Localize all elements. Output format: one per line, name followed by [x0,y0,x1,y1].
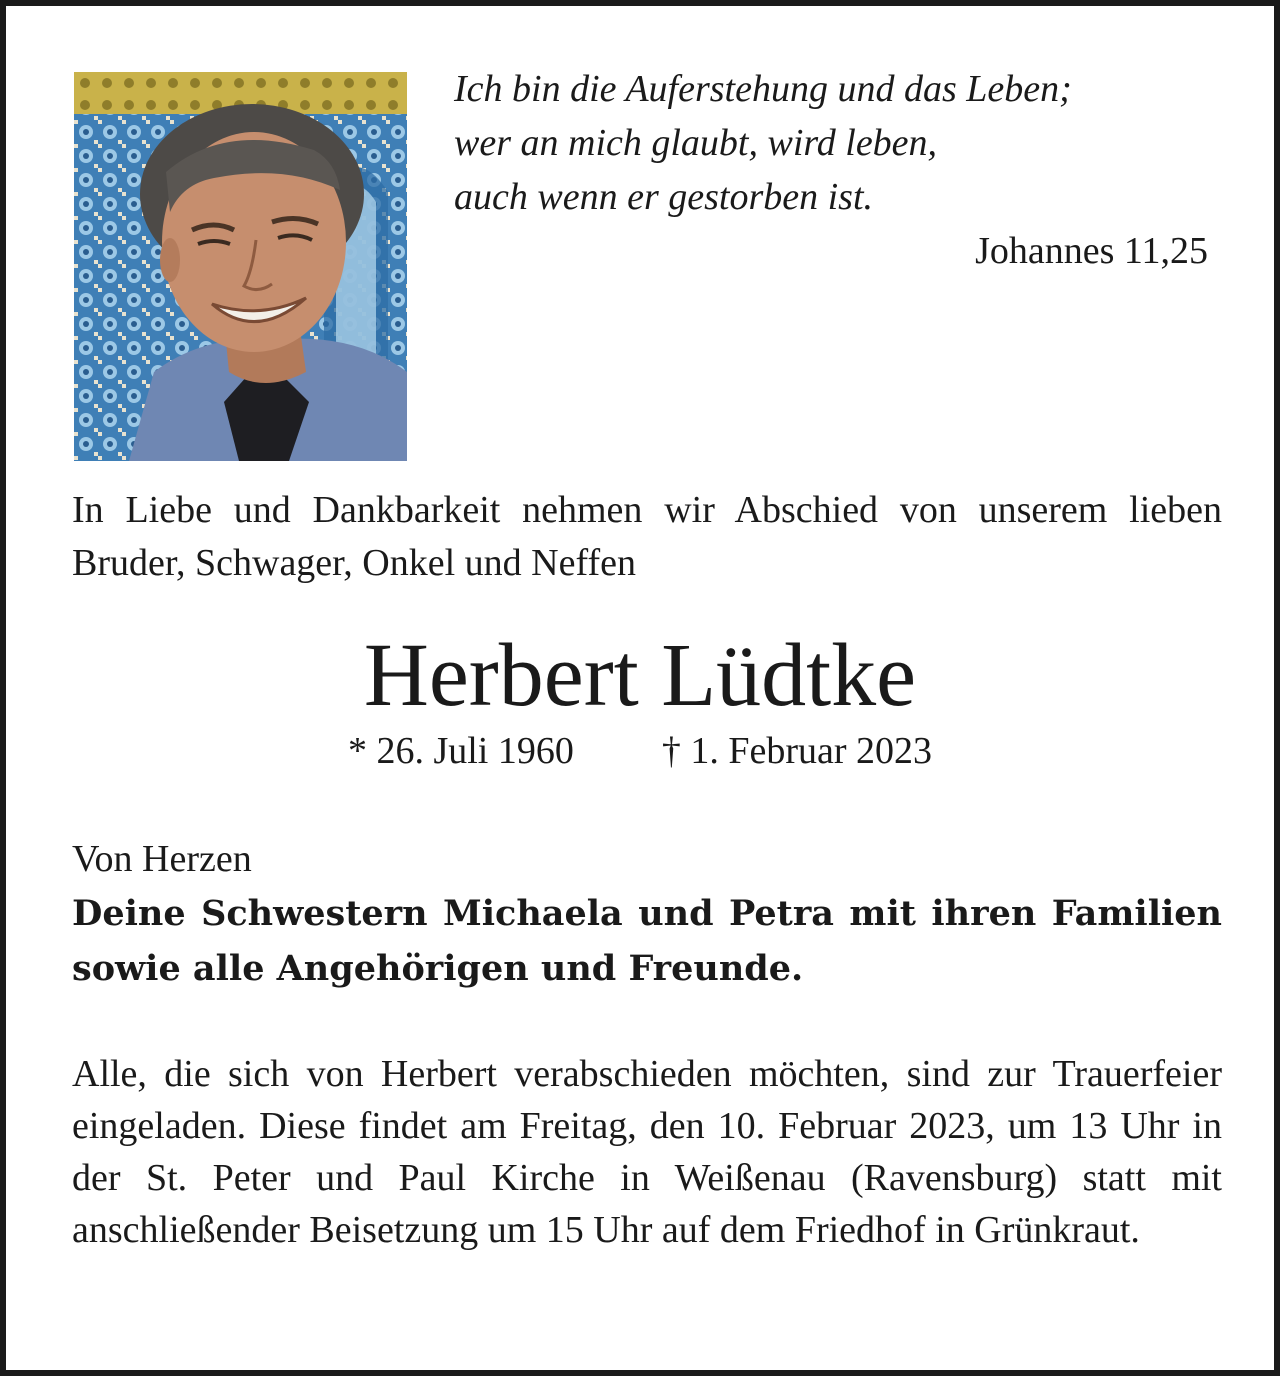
birth-date: * 26. Juli 1960 [347,730,574,772]
funeral-information: Alle, die sich von Herbert verabschieden möchten, sind zur Trauerfeier eingeladen. Diese findet am Freitag, den 10. Februar 2023, um 13 Uhr in der St. Peter und Paul Kirche in Weißenau (Ravensburg) statt mit anschließender Beisetzung um 15 Uhr auf dem Friedhof in Grünkraut. [72,1053,1222,1251]
portrait-photo [74,72,407,461]
mourners-greeting: Von Herzen [72,838,252,880]
verse-line: wer an mich glaubt, wird leben, [454,122,938,164]
death-date: † 1. Februar 2023 [661,730,933,772]
life-dates [6,724,1274,778]
verse-reference: Johannes 11,25 [975,230,1208,272]
intro-text: In Liebe und Dankbarkeit nehmen wir Abschied von unserem lieben Bruder, Schwager, Onkel und Neffen [72,489,1222,584]
deceased-name: Herbert Lüdtke [363,626,917,725]
verse-line: auch wenn er gestorben ist. [454,176,874,218]
mourners-names: Deine Schwestern Michaela und Petra mit ihren Familien sowie alle Angehörigen und Freunde. [72,893,1222,989]
bible-verse [454,62,1224,224]
verse-line: Ich bin die Auferstehung und das Leben; [454,68,1072,110]
